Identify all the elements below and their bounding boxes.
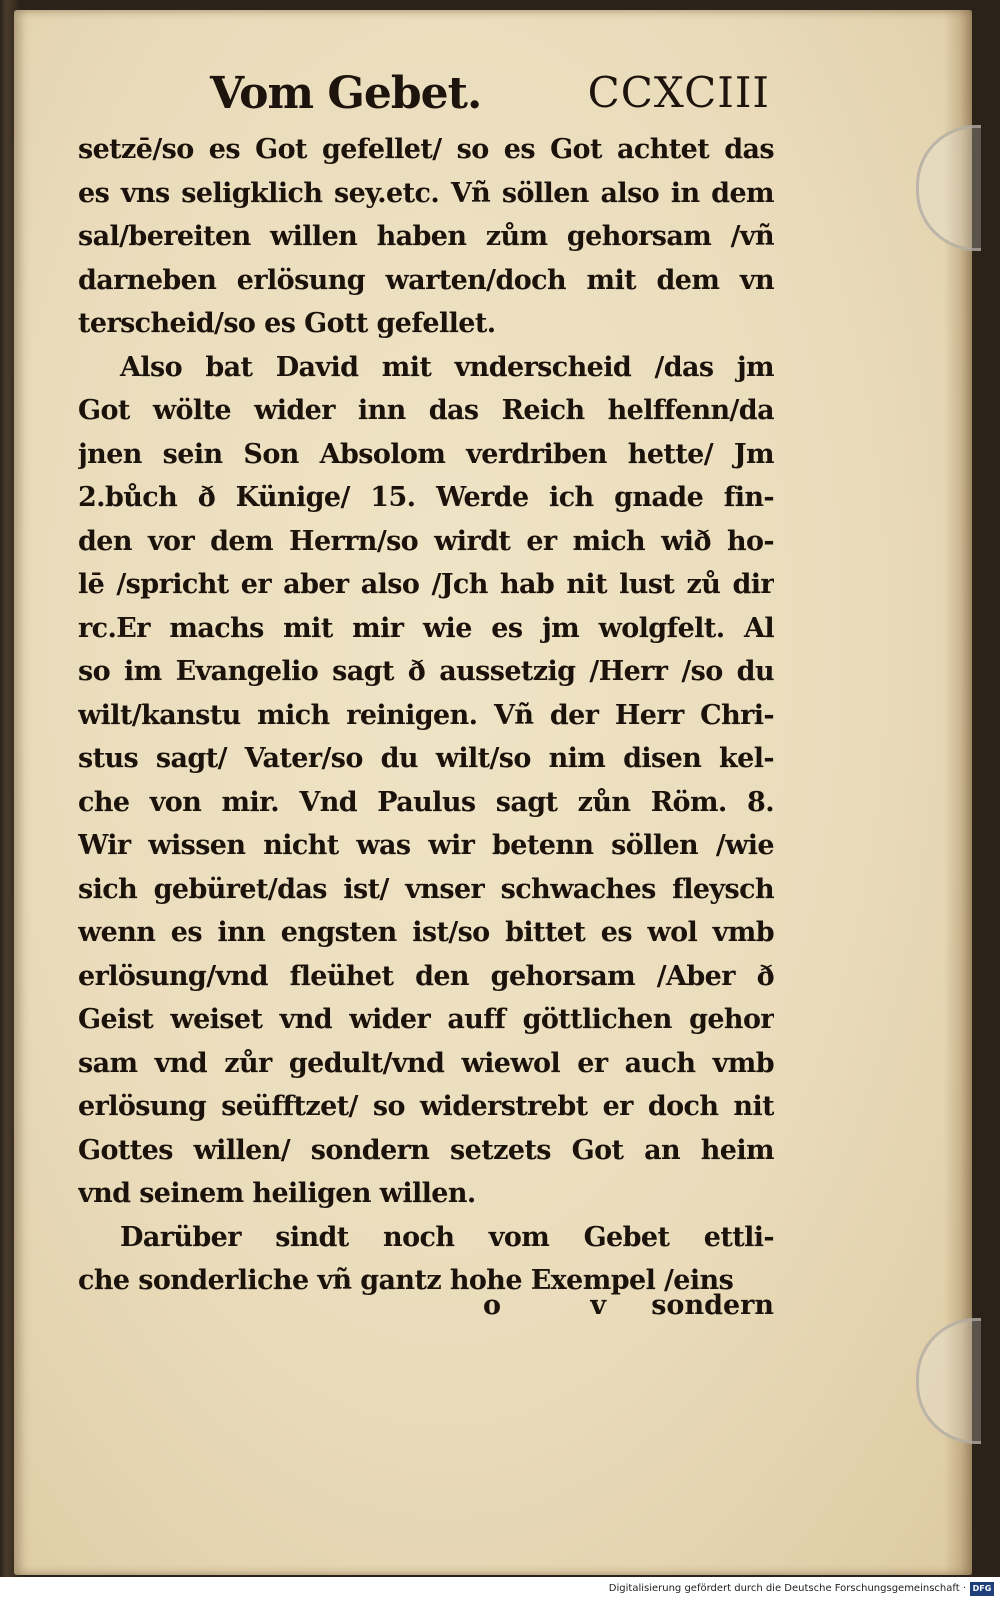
text-line: che sonderliche vñ gantz hohe Exempel /eins: [78, 1265, 734, 1296]
text-line: wenn es inn engsten ist/so bittet es wol vmb: [78, 917, 774, 948]
page-header: [210, 68, 770, 128]
text-line: Gottes willen/ sondern setzets Got an heim: [78, 1134, 774, 1166]
text-line: den vor dem Herrn/so wirdt er mich wið ho-: [78, 525, 774, 557]
funding-credit: Digitalisierung gefördert durch die Deutsche Forschungsgemeinschaft ·: [608, 1583, 966, 1594]
text-line: 2.bůch ð Künige/ 15. Werde ich gnade fin-: [78, 482, 774, 513]
text-line: wilt/kanstu mich reinigen. Vñ der Herr Chri-: [78, 699, 774, 731]
text-line: erlösung/vnd fleühet den gehorsam /Aber ð: [78, 960, 774, 992]
text-line: vnd seinem heiligen willen.: [78, 1178, 476, 1209]
text-line: darneben erlösung warten/doch mit dem vn: [78, 264, 774, 296]
text-line: sich gebüret/das ist/ vnser schwaches fleysch: [78, 873, 774, 905]
text-line: stus sagt/ Vater/so du wilt/so nim disen kel-: [78, 743, 774, 774]
catchword: sondern: [651, 1290, 774, 1321]
dfg-logo: DFG: [970, 1582, 994, 1596]
text-line: Got wölte wider inn das Reich helffenn/da: [78, 395, 774, 426]
text-line: Geist weiset vnd wider auff göttlichen gehor: [78, 1004, 774, 1035]
running-title: Vom Gebet.: [210, 68, 482, 119]
text-line: sam vnd zůr gedult/vnd wiewol er auch vmb: [78, 1047, 774, 1079]
text-line: Also bat David mit vnderscheid /das jm: [120, 351, 774, 383]
text-line: Darüber sindt noch vom Gebet ettli-: [120, 1221, 774, 1253]
signature-mark: o v: [483, 1290, 647, 1321]
text-line: jnen sein Son Absolom verdriben hette/ Jm: [78, 438, 774, 470]
text-line: so im Evangelio sagt ð aussetzig /Herr /so du: [78, 656, 774, 687]
text-line: Wir wissen nicht was wir betenn söllen /wie: [78, 830, 774, 861]
text-line: che von mir. Vnd Paulus sagt zůn Röm. 8.: [78, 786, 774, 818]
text-line: terscheid/so es Gott gefellet.: [78, 308, 496, 339]
text-line: sal/bereiten willen haben zům gehorsam /vñ: [78, 221, 774, 252]
footer-bar: [0, 1577, 1000, 1605]
folio-number: CCXCIII: [587, 68, 770, 117]
text-line: lē /spricht er aber also /Jch hab nit lust zů dir: [78, 569, 774, 600]
text-line: erlösung seüfftzet/ so widerstrebt er doch nit: [78, 1091, 774, 1122]
text-line: setzē/so es Got gefellet/ so es Got achtet das: [78, 134, 774, 165]
text-line: es vns seligklich sey.etc. Vñ söllen also in dem: [78, 177, 774, 209]
text-block: [78, 128, 774, 1303]
text-line: rc.Er machs mit mir wie es jm wolgfelt. Al: [78, 612, 774, 644]
catchline: [78, 1290, 774, 1336]
